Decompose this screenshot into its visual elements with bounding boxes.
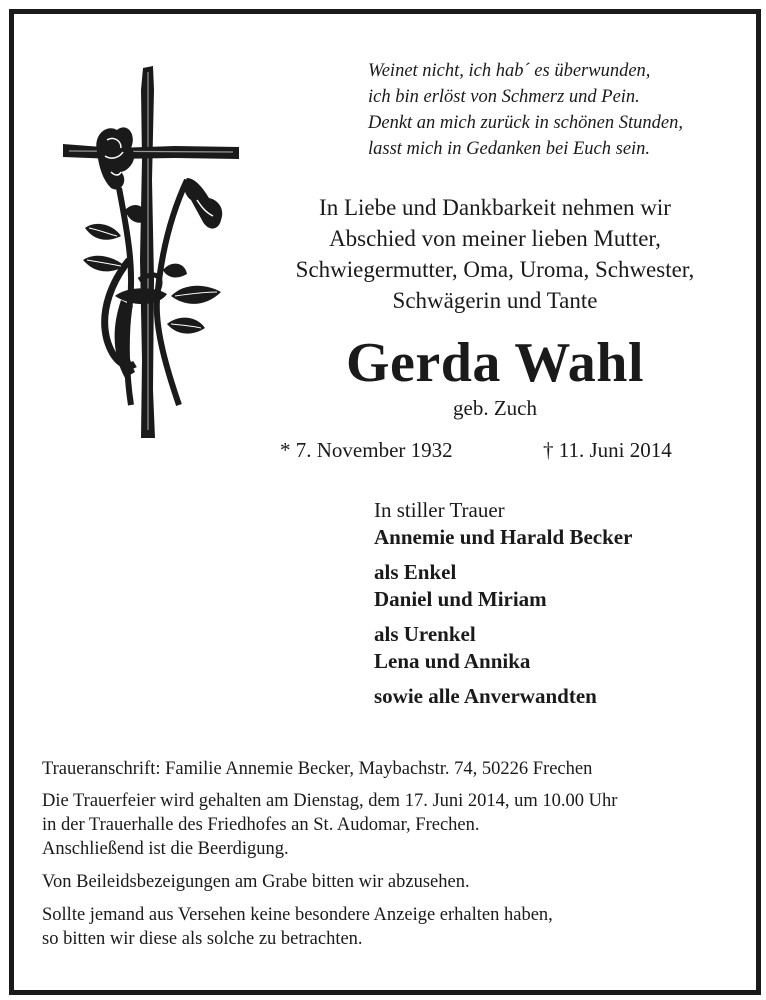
great-grandchildren-names: Lena und Annika xyxy=(374,649,531,673)
grandchildren-names: Daniel und Miriam xyxy=(374,587,547,611)
grandchildren-label: als Enkel xyxy=(374,560,457,584)
ceremony-line: Die Trauerfeier wird gehalten am Dienstag, dem 17. Juni 2014, um 10.00 Uhr xyxy=(42,791,618,811)
deceased-name: Gerda Wahl xyxy=(345,332,644,394)
mourning-address: Traueranschrift: Familie Annemie Becker, Maybachstr. 74, 50226 Frechen xyxy=(42,759,593,779)
mourners-family: Annemie und Harald Becker xyxy=(374,525,633,549)
verse-line: Denkt an mich zurück in schönen Stunden, xyxy=(368,113,683,133)
mourners-block xyxy=(374,497,744,710)
verse-line: lasst mich in Gedanken bei Euch sein. xyxy=(368,139,651,159)
ceremony-text xyxy=(42,789,742,861)
notice-text xyxy=(42,903,742,951)
ceremony-line: Anschließend ist die Beerdigung. xyxy=(42,839,289,859)
intro-line: Abschied von meiner lieben Mutter, xyxy=(329,226,661,251)
great-grandchildren-label: als Urenkel xyxy=(374,622,476,646)
birth-name: geb. Zuch xyxy=(453,396,537,420)
cross-with-roses-icon xyxy=(55,60,245,445)
mourners-intro: In stiller Trauer xyxy=(374,498,505,522)
intro-line: In Liebe und Dankbarkeit nehmen wir xyxy=(319,195,671,220)
notice-line: so bitten wir diese als solche zu betrachten. xyxy=(42,929,363,949)
notice-line: Sollte jemand aus Versehen keine besondere Anzeige erhalten haben, xyxy=(42,905,553,925)
birth-date: * 7. November 1932 xyxy=(280,438,453,462)
intro-line: Schwägerin und Tante xyxy=(392,288,598,313)
intro-text xyxy=(245,192,745,316)
mourners-others: sowie alle Anverwandten xyxy=(374,684,597,708)
ceremony-line: in der Trauerhalle des Friedhofes an St. Audomar, Frechen. xyxy=(42,815,480,835)
death-date: † 11. Juni 2014 xyxy=(543,438,672,462)
info-block xyxy=(42,757,742,960)
verse-line: Weinet nicht, ich hab´ es überwunden, xyxy=(368,61,651,81)
condolences-note: Von Beileidsbezeigungen am Grabe bitten wir abzusehen. xyxy=(42,872,470,892)
verse xyxy=(368,58,738,162)
intro-line: Schwiegermutter, Oma, Uroma, Schwester, xyxy=(295,257,695,282)
verse-line: ich bin erlöst von Schmerz und Pein. xyxy=(368,87,640,107)
